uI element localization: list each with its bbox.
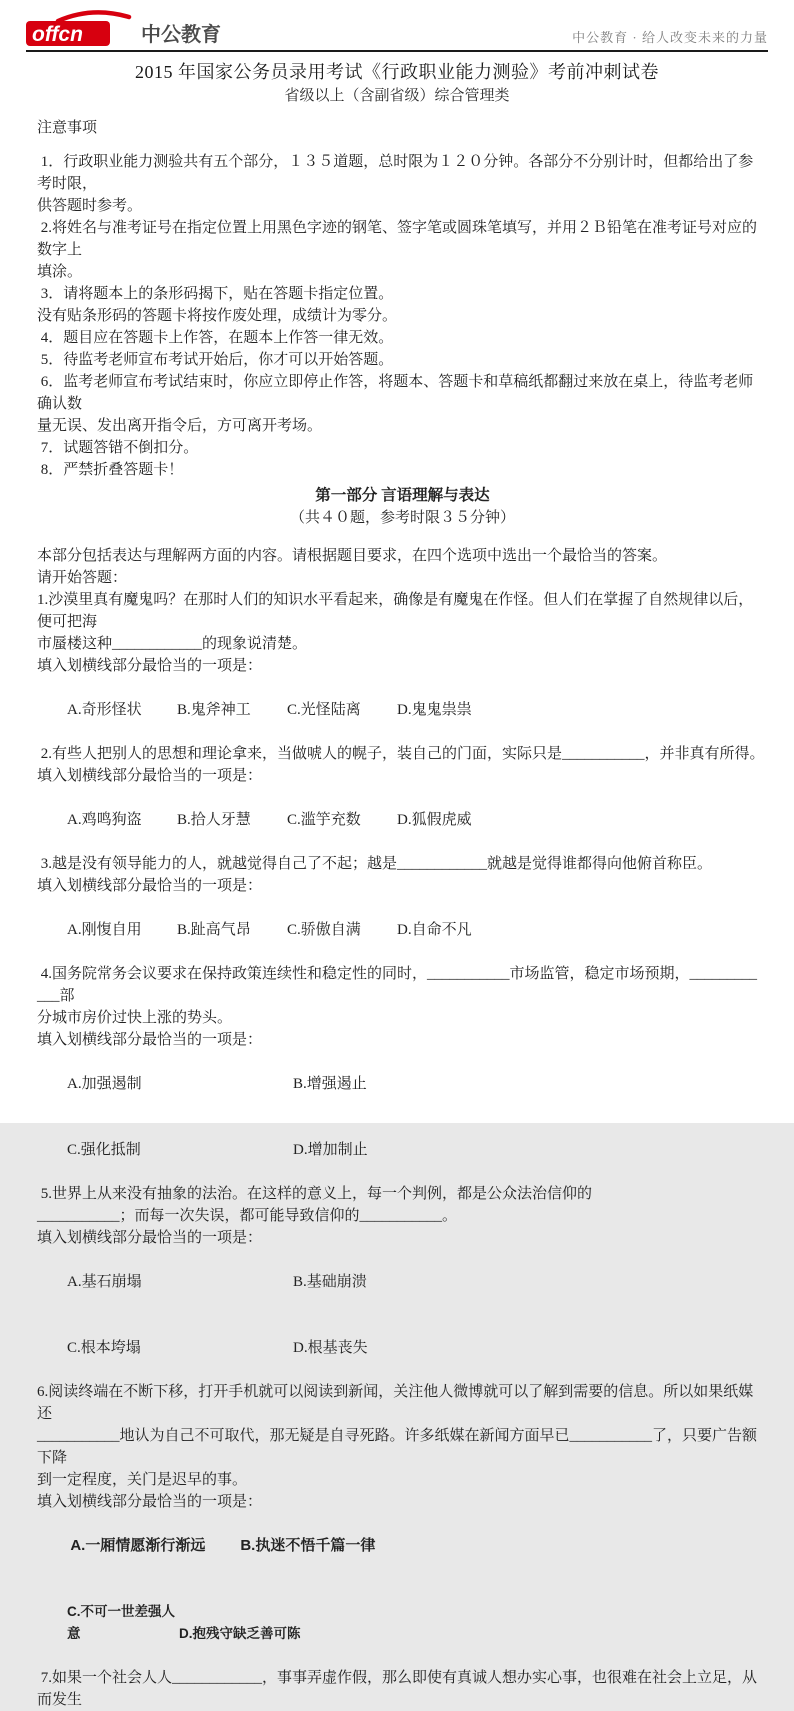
section-intro: 本部分包括表达与理解两方面的内容。请根据题目要求，在四个选项中选出一个最恰当的答案。 — [37, 548, 668, 564]
options-row — [37, 1315, 768, 1381]
fill-prompt: 填入划横线部分最恰当的一项是： — [37, 1032, 263, 1048]
notice-heading: 注意事项 — [37, 120, 98, 136]
options-row — [37, 1117, 768, 1183]
notice-line: 量无误、发出离开指令后，方可离开考场。 — [37, 418, 323, 434]
question-3 — [37, 853, 768, 963]
option-c: C.骄傲自满 — [287, 922, 361, 938]
section-meta: （共４０题，参考时限３５分钟） — [289, 510, 515, 526]
options-row — [37, 787, 768, 853]
fill-prompt: 填入划横线部分最恰当的一项是： — [37, 1230, 263, 1246]
options-row — [37, 1513, 768, 1579]
question-6 — [37, 1381, 768, 1667]
option-b: B.趾高气昂 — [177, 922, 251, 938]
fill-prompt: 填入划横线部分最恰当的一项是： — [37, 1494, 263, 1510]
option-a: A.鸡鸣狗盗 — [67, 812, 142, 828]
document-header — [26, 12, 768, 48]
notice-line: 7．试题答错不倒扣分。 — [37, 440, 199, 456]
question-stem-line: 2.有些人把别人的思想和理论拿来，当做唬人的幌子，装自己的门面，实际只是___________，并非真有所得。 — [37, 746, 765, 762]
option-d: D.狐假虎威 — [397, 812, 472, 828]
option-b: B.拾人牙慧 — [177, 812, 251, 828]
option-a: A.刚愎自用 — [67, 922, 142, 938]
notice-line: 8．严禁折叠答题卡！ — [37, 462, 184, 478]
option-b: B.增强遏止 — [293, 1076, 367, 1092]
option-a: A.一厢情愿渐行渐远 — [70, 1537, 206, 1554]
question-stem-line: 到一定程度，关门是迟早的事。 — [37, 1472, 248, 1488]
question-stem-line: 4.国务院常务会议要求在保持政策连续性和稳定性的同时，___________市场监管，稳定市场预期，_________ ___部 — [37, 966, 761, 1004]
question-4 — [37, 963, 768, 1183]
fill-prompt: 填入划横线部分最恰当的一项是： — [37, 768, 263, 784]
fill-prompt: 填入划横线部分最恰当的一项是： — [37, 658, 263, 674]
notice-line: 供答题时参考。 — [37, 198, 143, 214]
options-row — [37, 897, 768, 963]
notice-line: 3．请将题本上的条形码揭下，贴在答题卡指定位置。 — [37, 286, 394, 302]
question-5 — [37, 1183, 768, 1381]
question-stem-line: 分城市房价过快上涨的势头。 — [37, 1010, 233, 1026]
option-c: C.强化抵制 — [67, 1142, 141, 1158]
option-d: D.增加制止 — [293, 1142, 368, 1158]
notice-line: 1．行政职业能力测验共有五个部分，１３５道题，总时限为１２０分钟。各部分不分别计时，但都给出了参考时限， — [37, 154, 754, 192]
notice-line: 5．待监考老师宣布考试开始后，你才可以开始答题。 — [37, 352, 394, 368]
option-c: C.滥竽充数 — [287, 812, 361, 828]
options-row — [37, 677, 768, 743]
notice-line: 6．监考老师宣布考试结束时，你应立即停止作答，将题本、答题卡和草稿纸都翻过来放在桌上，待监考老师确认数 — [37, 374, 754, 412]
question-stem-line: 5.世界上从来没有抽象的法治。在这样的意义上，每一个判例，都是公众法治信仰的 — [37, 1186, 593, 1202]
document-body — [37, 117, 768, 1711]
question-stem-line: 1.沙漠里真有魔鬼吗？在那时人们的知识水平看起来，确像是有魔鬼在作怪。但人们在掌握了自然规律以后，便可把海 — [37, 592, 754, 630]
question-2 — [37, 743, 768, 853]
notice-line: 2.将姓名与准考证号在指定位置上用黑色字迹的钢笔、签字笔或圆珠笔填写，并用２Ｂ铅笔在准考证号对应的数字上 — [37, 220, 758, 258]
question-stem-line: 市蜃楼这种____________的现象说清楚。 — [37, 636, 308, 652]
page-title: 2015 年国家公务员录用考试《行政职业能力测验》考前冲刺试卷 — [135, 62, 659, 82]
options-row — [37, 1249, 768, 1315]
brand-slogan: 中公教育 · 给人改变未来的力量 — [572, 30, 768, 45]
page-subtitle: 省级以上（含副省级）综合管理类 — [284, 88, 510, 104]
question-1 — [37, 589, 768, 743]
option-a: A.加强遏制 — [67, 1076, 142, 1092]
brand-name: 中公教育 — [141, 24, 221, 46]
option-b: B.执迷不悟千篇一律 — [240, 1537, 376, 1554]
offcn-logo-icon — [26, 12, 134, 48]
options-row — [37, 1579, 768, 1667]
question-stem-line: ___________地认为自己不可取代，那无疑是自寻死路。许多纸媒在新闻方面早已___________了，只要广告额下降 — [37, 1428, 758, 1466]
question-stem-line: 7.如果一个社会人人____________，事事弄虚作假，那么即使有真诚人想办实心事，也很难在社会上立足，从而发生 — [37, 1670, 758, 1708]
option-d: D.根基丧失 — [293, 1340, 368, 1356]
header-divider — [26, 50, 768, 52]
fill-prompt: 填入划横线部分最恰当的一项是： — [37, 878, 263, 894]
question-stem-line: ___________；而每一次失误，都可能导致信仰的___________。 — [37, 1208, 458, 1224]
option-d: D.抱残守缺乏善可陈 — [179, 1626, 301, 1641]
option-b: B.基础崩溃 — [293, 1274, 367, 1290]
notice-line: 填涂。 — [37, 264, 83, 280]
offcn-logo-text: offcn — [32, 23, 83, 46]
question-stem-line: 3.越是没有领导能力的人，就越觉得自己了不起；越是____________就越是觉得谁都得向他俯首称臣。 — [37, 856, 713, 872]
notice-list — [37, 151, 768, 481]
option-b: B.鬼斧神工 — [177, 702, 251, 718]
options-row — [37, 1051, 768, 1117]
question-7 — [37, 1667, 768, 1711]
option-d: D.鬼鬼祟祟 — [397, 702, 472, 718]
offcn-logo — [26, 12, 221, 48]
option-c: C.根本垮塌 — [67, 1340, 141, 1356]
section-start: 请开始答题： — [37, 570, 128, 586]
section-heading: 第一部分 言语理解与表达 — [315, 487, 490, 504]
option-c: C.不可一世差强人意 — [67, 1604, 176, 1641]
option-c: C.光怪陆离 — [287, 702, 361, 718]
option-a: A.奇形怪状 — [67, 702, 142, 718]
question-stem-line: 6.阅读终端在不断下移，打开手机就可以阅读到新闻，关注他人微博就可以了解到需要的信息。所以如果纸媒还 — [37, 1384, 754, 1422]
option-a: A.基石崩塌 — [67, 1274, 142, 1290]
option-d: D.自命不凡 — [397, 922, 472, 938]
notice-line: 4．题目应在答题卡上作答，在题本上作答一律无效。 — [37, 330, 394, 346]
notice-line: 没有贴条形码的答题卡将按作废处理，成绩计为零分。 — [37, 308, 398, 324]
